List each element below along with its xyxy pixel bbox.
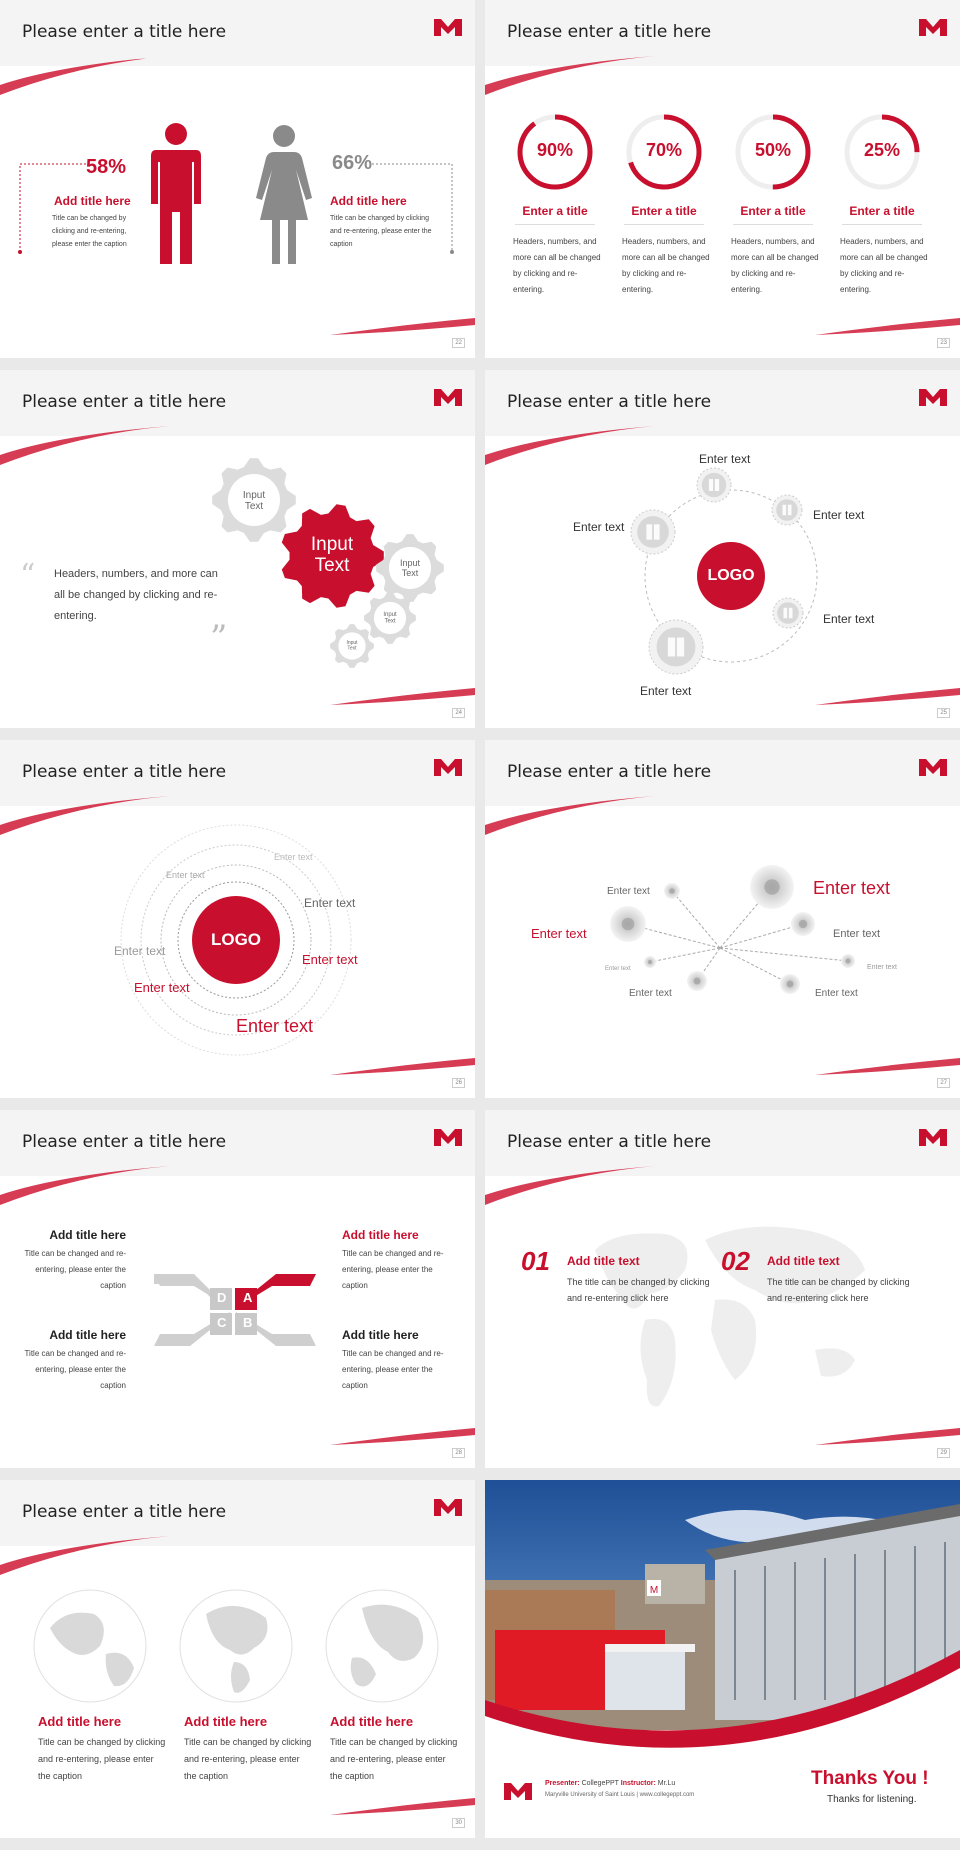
net-label-1: Enter text: [607, 886, 650, 897]
female-figure-icon: [252, 124, 316, 268]
presenter-line: [545, 1780, 675, 1787]
ring-label-2: Enter text: [166, 870, 205, 880]
page-number: 25: [937, 708, 950, 718]
slide-29[interactable]: [485, 1110, 960, 1468]
slide-31[interactable]: [485, 1480, 960, 1838]
slide-26[interactable]: [0, 740, 475, 1098]
block-title-top-right: Add title here: [342, 1228, 419, 1242]
brand-logo-icon: [918, 16, 948, 38]
globe-caption: Title can be changed by clicking and re-entering, please enter the caption: [184, 1737, 312, 1781]
thanks-heading: Thanks You !: [811, 1768, 929, 1789]
progress-percent: 50%: [754, 140, 792, 160]
callout-title-right: Add title here: [330, 194, 407, 208]
school-name: Maryville University of Saint Louis: [545, 1792, 635, 1798]
globe-icon: [176, 1588, 296, 1706]
slide-22[interactable]: [0, 0, 475, 358]
block-caption-top-left: Title can be changed and re-entering, please enter the caption: [24, 1249, 126, 1290]
progress-item: [505, 110, 605, 294]
globe-title: Add title here: [38, 1714, 122, 1729]
page-number: 23: [937, 338, 950, 348]
progress-title: Enter a title: [849, 204, 915, 218]
globe-caption: Title can be changed by clicking and re-entering, please enter the caption: [330, 1737, 458, 1781]
node-label-right: Enter text: [813, 508, 865, 522]
item-number-2: 02: [721, 1246, 750, 1276]
concentric-diagram: [0, 740, 475, 1098]
instructor-label: Instructor:: [620, 1780, 656, 1787]
progress-item: [614, 110, 714, 294]
globe-title: Add title here: [330, 1714, 414, 1729]
divider: [842, 224, 922, 225]
brand-logo-icon: [433, 386, 463, 408]
brand-logo-icon: [433, 1496, 463, 1518]
brand-logo-icon: [503, 1780, 533, 1802]
block-caption-bottom-right: Title can be changed and re-entering, please enter the caption: [342, 1349, 444, 1390]
brand-logo-icon: [433, 16, 463, 38]
ring-label-4: Enter text: [114, 944, 166, 958]
gear-label: Input Text: [383, 612, 397, 625]
building-node-icon: [697, 468, 731, 502]
globe-icon: [322, 1588, 442, 1706]
globe-column: [176, 1588, 312, 1781]
ring-label-6: Enter text: [134, 980, 190, 995]
world-map-icon: [575, 1210, 875, 1430]
net-label-7: Enter text: [629, 988, 672, 999]
block-title-bottom-right: Add title here: [342, 1328, 419, 1342]
gear-label: Input Text: [242, 490, 266, 512]
orbit-diagram: [485, 370, 960, 728]
page-number: 28: [452, 1448, 465, 1458]
slide-28[interactable]: [0, 1110, 475, 1468]
website-link[interactable]: www.collegeppt.com: [639, 1792, 695, 1798]
divider: [733, 224, 813, 225]
slide-25[interactable]: [485, 370, 960, 728]
block-title-bottom-left: Add title here: [49, 1328, 126, 1342]
progress-title: Enter a title: [740, 204, 806, 218]
building-node-icon: [649, 620, 703, 674]
node-label-left: Enter text: [573, 520, 625, 534]
progress-body: Headers, numbers, and more can all be changed by clicking and re-entering.: [513, 237, 601, 294]
progress-body: Headers, numbers, and more can all be changed by clicking and re-entering.: [622, 237, 710, 294]
callout-title-left: Add title here: [54, 194, 131, 208]
block-caption-top-right: Title can be changed and re-entering, please enter the caption: [342, 1249, 444, 1290]
gear-label: Input Text: [346, 640, 358, 652]
presenter-label: Presenter:: [545, 1780, 580, 1787]
slide-title: Please enter a title here: [507, 392, 712, 412]
globe-icon: [30, 1588, 150, 1706]
thanks-subtitle: Thanks for listening.: [827, 1794, 917, 1805]
slide-title: Please enter a title here: [22, 1502, 227, 1522]
instructor-name: Mr.Lu: [657, 1780, 676, 1787]
item-body-1: The title can be changed by clicking and re-entering click here: [567, 1277, 710, 1303]
block-caption-bottom-left: Title can be changed and re-entering, please enter the caption: [24, 1349, 126, 1390]
slide-24[interactable]: [0, 370, 475, 728]
slide-title: Please enter a title here: [22, 1132, 227, 1152]
quote-text: Headers, numbers, and more can all be changed by clicking and re-entering.: [54, 568, 218, 622]
quote-close-icon: ”: [210, 618, 228, 658]
page-number: 30: [452, 1818, 465, 1828]
gear-label: Input Text: [310, 534, 354, 576]
slide-title: Please enter a title here: [22, 392, 227, 412]
globe-column: [322, 1588, 458, 1781]
ring-label-7: Enter text: [236, 1016, 314, 1036]
slide-30[interactable]: [0, 1480, 475, 1838]
slide-27[interactable]: [485, 740, 960, 1098]
center-logo-text: LOGO: [707, 567, 755, 584]
page-number: 29: [937, 1448, 950, 1458]
item-number-1: 01: [521, 1246, 550, 1276]
net-label-5: Enter text: [605, 966, 631, 972]
ring-label-5: Enter text: [302, 952, 358, 967]
slide-title: Please enter a title here: [507, 22, 712, 42]
divider: [515, 224, 595, 225]
page-number: 27: [937, 1078, 950, 1088]
center-logo-text: LOGO: [210, 930, 262, 949]
progress-percent: 70%: [645, 140, 683, 160]
page-number: 24: [452, 708, 465, 718]
node-label-bottom: Enter text: [640, 684, 692, 698]
net-label-3: Enter text: [531, 926, 587, 941]
net-label-8: Enter text: [815, 988, 858, 999]
gears-diagram: [200, 458, 460, 708]
progress-title: Enter a title: [631, 204, 697, 218]
item-title-2: Add title text: [767, 1254, 840, 1268]
callout-caption-left: Title can be changed by clicking and re-entering, please enter the caption: [52, 215, 127, 248]
globe-title: Add title here: [184, 1714, 268, 1729]
network-diagram: [485, 740, 960, 1098]
male-figure-icon: [146, 122, 206, 268]
gear-label: Input Text: [399, 558, 421, 578]
net-label-2: Enter text: [813, 878, 891, 898]
quadrant-b: B: [243, 1315, 253, 1330]
item-title-1: Add title text: [567, 1254, 640, 1268]
divider: [624, 224, 704, 225]
page-number: 22: [452, 338, 465, 348]
quote-open-icon: “: [20, 558, 36, 593]
progress-item: [832, 110, 932, 294]
building-node-icon: [773, 598, 803, 628]
progress-item: [723, 110, 823, 294]
slide-title: Please enter a title here: [22, 22, 227, 42]
block-title-top-left: Add title here: [49, 1228, 126, 1242]
percent-left: 58%: [86, 156, 127, 178]
building-node-icon: [772, 495, 802, 525]
item-body-2: The title can be changed by clicking and re-entering click here: [767, 1277, 910, 1303]
separator: |: [636, 1792, 638, 1798]
brand-logo-icon: [918, 1126, 948, 1148]
building-node-icon: [631, 510, 675, 554]
progress-percent: 90%: [536, 140, 574, 160]
progress-body: Headers, numbers, and more can all be changed by clicking and re-entering.: [731, 237, 819, 294]
callout-caption-right: Title can be changed by clicking and re-entering, please enter the caption: [330, 215, 432, 248]
x-arrows-diagram: [150, 1260, 320, 1360]
slide-title: Please enter a title here: [22, 762, 227, 782]
slide-title: Please enter a title here: [507, 762, 712, 782]
school-line: [545, 1792, 694, 1798]
page-number: 26: [452, 1078, 465, 1088]
quadrant-a: A: [243, 1290, 253, 1305]
node-label-top: Enter text: [699, 452, 751, 466]
globe-caption: Title can be changed by clicking and re-entering, please enter the caption: [38, 1737, 166, 1781]
progress-title: Enter a title: [522, 204, 588, 218]
ring-label-3: Enter text: [304, 896, 356, 910]
node-label-lower-right: Enter text: [823, 612, 875, 626]
quadrant-c: C: [217, 1315, 227, 1330]
globe-column: [30, 1588, 166, 1781]
progress-percent: 25%: [863, 140, 901, 160]
ring-label-1: Enter text: [274, 852, 313, 862]
quadrant-d: D: [217, 1290, 227, 1305]
brand-logo-icon: [433, 1126, 463, 1148]
progress-body: Headers, numbers, and more can all be changed by clicking and re-entering.: [840, 237, 928, 294]
presenter-name: CollegePPT: [581, 1780, 619, 1787]
net-label-4: Enter text: [833, 928, 881, 940]
svg-text:M: M: [649, 1585, 659, 1596]
slide-23[interactable]: [485, 0, 960, 358]
slide-title: Please enter a title here: [507, 1132, 712, 1152]
percent-right: 66%: [332, 152, 373, 174]
net-label-6: Enter text: [867, 964, 897, 971]
